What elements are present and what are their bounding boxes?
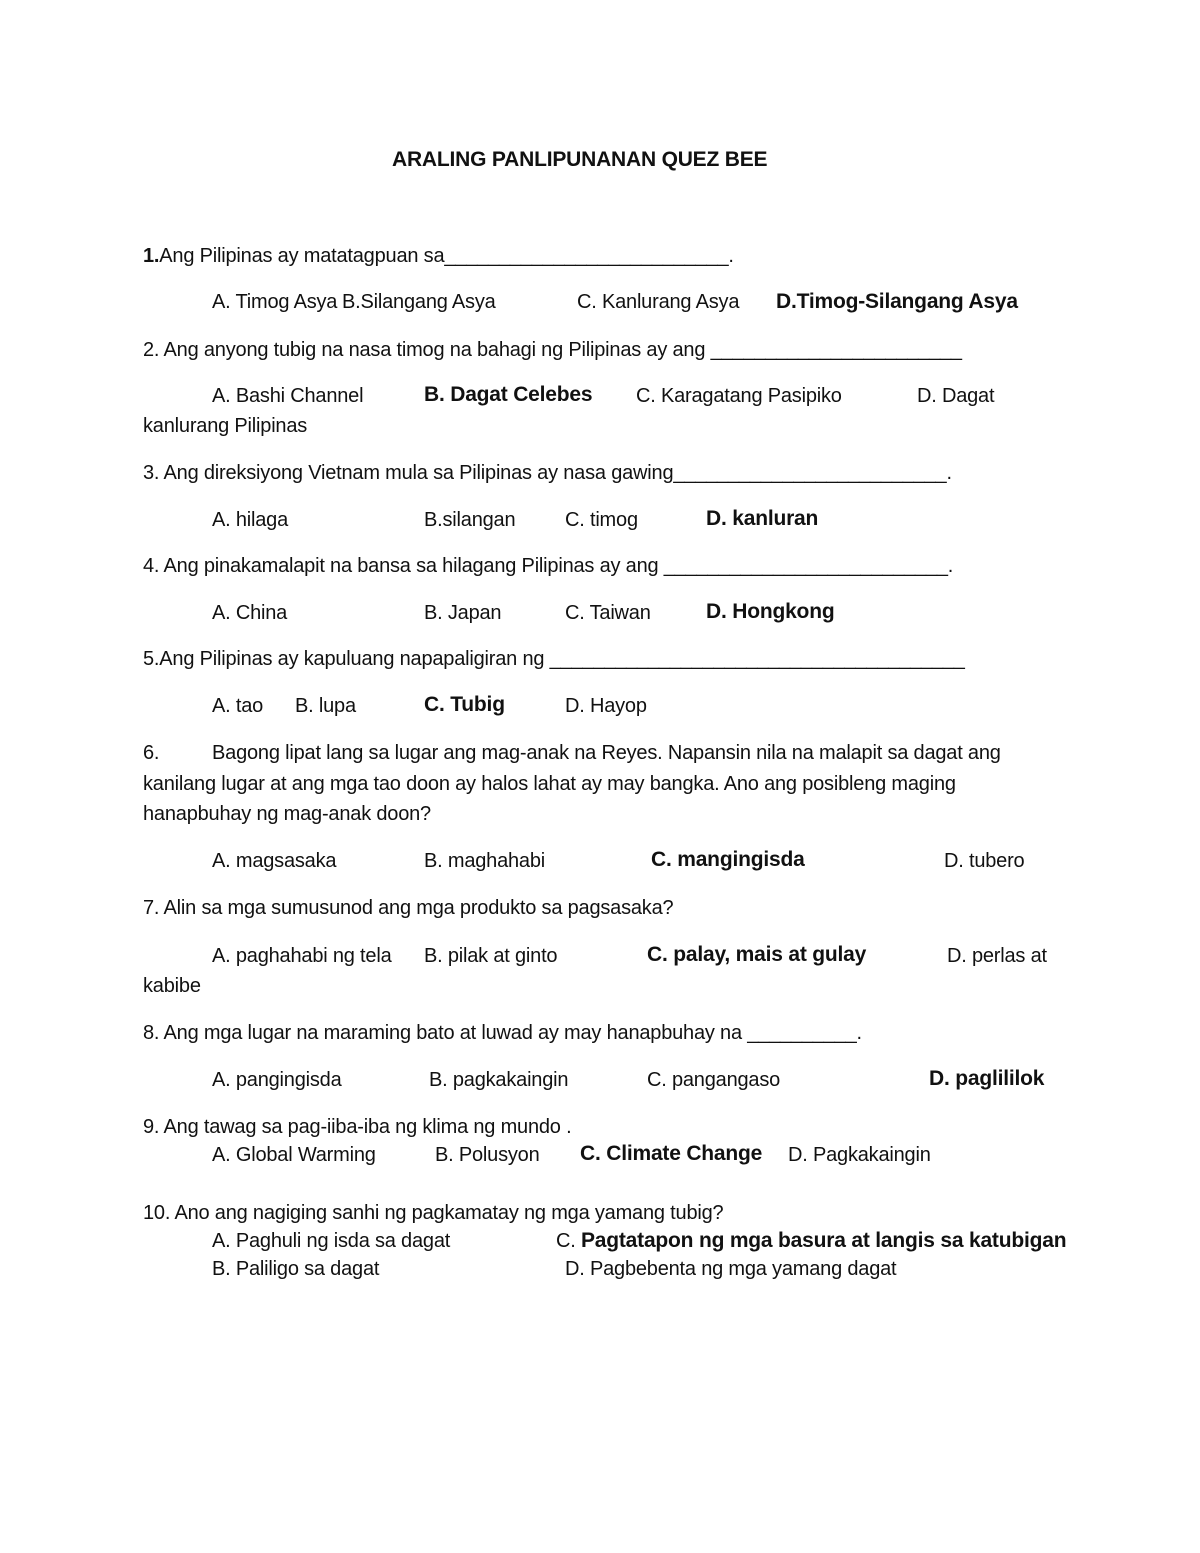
q5-choice-d: D. Hayop [565,695,647,717]
q1-choice-a: A. Timog Asya [212,291,338,313]
q3-choice-a: A. hilaga [212,509,289,531]
q7-choice-b: B. pilak at ginto [424,945,558,967]
q1-answer-d: D.Timog-Silangang Asya [776,290,1018,313]
question-5: 5.Ang Pilipinas ay kapuluang napapaligiran ng ______________________________________ [143,648,965,670]
q10-choice-c [556,1228,1066,1254]
q6-choice-d: D. tubero [944,850,1025,872]
q9-choice-d: D. Pagkakaingin [788,1144,931,1166]
q5-choice-b: B. lupa [295,695,356,717]
q3-choice-c: C. timog [565,509,638,531]
q5-answer-c: C. Tubig [424,693,505,716]
q4-choice-b: B. Japan [424,602,502,624]
q6-choice-a: A. magsasaka [212,850,337,872]
q7-choice-a: A. paghahabi ng tela [212,945,392,967]
q3-choice-b: B.silangan [424,509,516,531]
q2-choice-c: C. Karagatang Pasipiko [636,385,842,407]
question-9: 9. Ang tawag sa pag-iiba-iba ng klima ng mundo . [143,1116,572,1138]
q2-choice-a: A. Bashi Channel [212,385,364,407]
q8-choice-a: A. pangingisda [212,1069,342,1091]
q3-answer-d: D. kanluran [706,507,819,530]
question-2: 2. Ang anyong tubig na nasa timog na bahagi ng Pilipinas ay ang _______________________ [143,339,962,361]
question-3: 3. Ang direksiyong Vietnam mula sa Pilipinas ay nasa gawing_________________________. [143,462,952,484]
q7-choice-d: D. perlas at [947,945,1047,967]
q5-choice-a: A. tao [212,695,264,717]
q10-choice-d: D. Pagbebenta ng mga yamang dagat [565,1258,897,1280]
q7-answer-c: C. palay, mais at gulay [647,943,867,966]
q4-answer-d: D. Hongkong [706,600,835,623]
question-7: 7. Alin sa mga sumusunod ang mga produkto sa pagsasaka? [143,897,674,919]
q2-answer-b: B. Dagat Celebes [424,383,593,406]
q9-choice-a: A. Global Warming [212,1144,376,1166]
q4-choice-a: A. China [212,602,288,624]
q4-choice-c: C. Taiwan [565,602,651,624]
question-8: 8. Ang mga lugar na maraming bato at luwad ay may hanapbuhay na __________. [143,1022,862,1044]
q9-answer-c: C. Climate Change [580,1142,763,1165]
question-6-line-2: kanilang lugar at ang mga tao doon ay halos lahat ay may bangka. Ano ang posibleng maging [143,773,956,795]
q10-choice-a: A. Paghuli ng isda sa dagat [212,1230,451,1252]
q1-choice-c: C. Kanlurang Asya [577,291,740,313]
q7-continuation: kabibe [143,975,201,997]
q8-answer-d: D. paglililok [929,1067,1045,1090]
q8-choice-b: B. pagkakaingin [429,1069,569,1091]
question-1-text: Ang Pilipinas ay matatagpuan sa__________________________. [159,245,734,267]
q10-choice-c-letter: C. [556,1230,576,1252]
q1-choice-b: B.Silangang Asya [342,291,496,313]
q10-choice-b: B. Paliligo sa dagat [212,1258,380,1280]
question-6-line-1: Bagong lipat lang sa lugar ang mag-anak na Reyes. Napansin nila na malapit sa dagat ang [212,742,1001,764]
q8-choice-c: C. pangangaso [647,1069,781,1091]
question-6-line-3: hanapbuhay ng mag-anak doon? [143,803,431,825]
q6-answer-c: C. mangingisda [651,848,805,871]
question-1-number: 1. [143,245,160,267]
q2-continuation: kanlurang Pilipinas [143,415,308,437]
q9-choice-b: B. Polusyon [435,1144,540,1166]
q6-choice-b: B. maghahabi [424,850,546,872]
question-6-number: 6. [143,742,160,764]
question-10: 10. Ano ang nagiging sanhi ng pagkamatay ng mga yamang tubig? [143,1202,724,1224]
q2-choice-d: D. Dagat [917,385,995,407]
page-title: ARALING PANLIPUNANAN QUEZ BEE [392,148,768,171]
question-4: 4. Ang pinakamalapit na bansa sa hilagang Pilipinas ay ang __________________________. [143,555,954,577]
q10-answer-c-text: Pagtatapon ng mga basura at langis sa katubigan [580,1229,1067,1252]
question-1 [143,243,734,269]
